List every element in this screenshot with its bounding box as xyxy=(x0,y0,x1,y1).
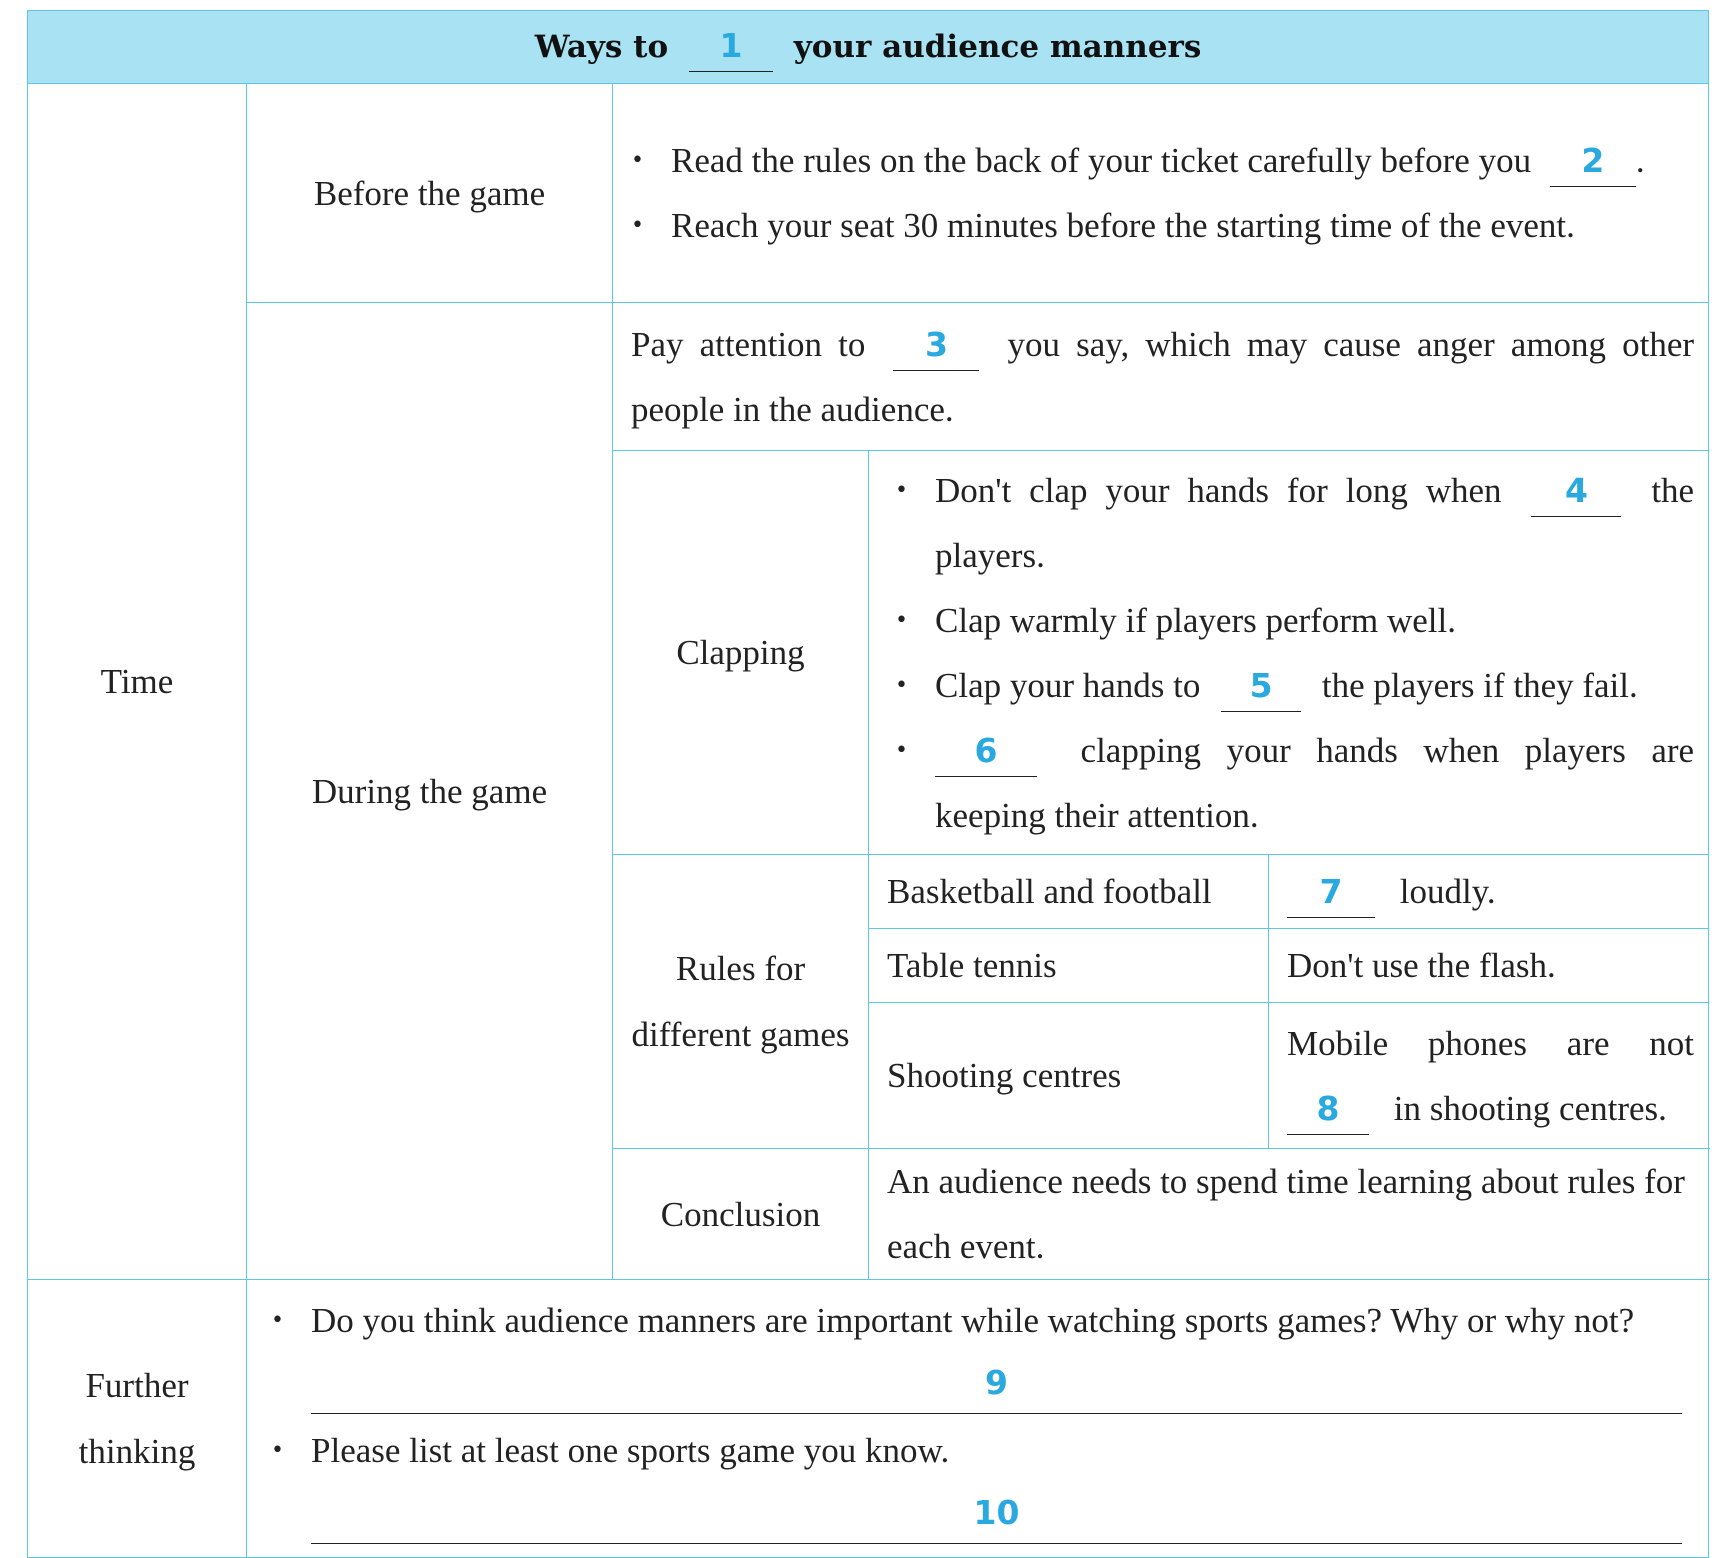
rules-row-3-after: in shooting centres. xyxy=(1393,1088,1667,1128)
attention-before: Pay attention to xyxy=(631,324,866,364)
rules-row-3-rule xyxy=(1269,1003,1709,1149)
clapping-bullet-1 xyxy=(895,458,1694,588)
bullet-icon: • xyxy=(631,213,644,238)
further-content xyxy=(247,1280,1709,1558)
attention-after: you say, which may cause anger among other people in the audience. xyxy=(631,324,1695,429)
conclusion-label: Conclusion xyxy=(660,1194,821,1234)
further-label-line2: thinking xyxy=(78,1431,196,1471)
rules-row-1-rule xyxy=(1269,855,1709,929)
title-before: Ways to xyxy=(534,28,669,65)
rules-row-1-after: loudly. xyxy=(1399,872,1496,911)
blank-3[interactable]: 3 xyxy=(893,320,979,371)
blank-8[interactable]: 8 xyxy=(1287,1084,1369,1135)
further-q1 xyxy=(271,1288,1686,1353)
rules-row-2-game xyxy=(869,929,1269,1003)
clapping-bullet-2 xyxy=(895,588,1694,653)
before-bullet-1-text: Read the rules on the back of your ticket carefully before you xyxy=(671,141,1532,180)
clapping-b3-before: Clap your hands to xyxy=(935,665,1201,705)
bullet-icon: • xyxy=(271,1308,284,1333)
during-game-label-cell xyxy=(247,303,613,1280)
blank-4[interactable]: 4 xyxy=(1531,466,1621,517)
before-game-label: Before the game xyxy=(313,173,546,213)
blank-9[interactable]: 9 xyxy=(311,1353,1682,1414)
before-game-label-cell xyxy=(247,84,613,303)
blank-5[interactable]: 5 xyxy=(1221,661,1301,712)
further-q2 xyxy=(271,1418,1686,1483)
rules-row-3-before: Mobile phones are not xyxy=(1287,1023,1695,1063)
rules-label-line1: Rules for xyxy=(675,948,806,988)
rules-game-basketball: Basketball and football xyxy=(887,872,1212,911)
further-label-line1: Further xyxy=(85,1365,189,1405)
title-after: your audience manners xyxy=(793,28,1202,65)
bullet-icon: • xyxy=(895,607,908,633)
blank-6[interactable]: 6 xyxy=(935,726,1037,777)
worksheet xyxy=(27,10,1708,1532)
rules-label-cell xyxy=(613,855,869,1149)
clapping-b1-after: the players. xyxy=(935,470,1695,575)
rules-game-table-tennis: Table tennis xyxy=(887,946,1057,985)
further-q1-text: Do you think audience manners are important while watching sports games? Why or why not? xyxy=(311,1301,1635,1340)
attention-cell xyxy=(613,303,1709,451)
clapping-b1-before: Don't clap your hands for long when xyxy=(935,470,1502,510)
bullet-icon: • xyxy=(631,148,644,173)
rules-label-line2: different games xyxy=(631,1014,850,1054)
conclusion-text: An audience needs to spend time learning about rules for each event. xyxy=(887,1162,1685,1266)
clapping-bullet-3 xyxy=(895,653,1694,718)
table-title xyxy=(28,11,1709,84)
before-bullet-2 xyxy=(631,193,1694,258)
before-bullet-2-text: Reach your seat 30 minutes before the starting time of the event. xyxy=(671,206,1575,245)
further-label-cell xyxy=(28,1280,247,1558)
bullet-icon: • xyxy=(271,1438,284,1463)
rules-row-3-game xyxy=(869,1003,1269,1149)
during-game-label: During the game xyxy=(311,771,548,811)
blank-7[interactable]: 7 xyxy=(1287,867,1375,918)
rules-row-2-text: Don't use the flash. xyxy=(1287,946,1556,985)
clapping-label-cell xyxy=(613,451,869,855)
audience-manners-table xyxy=(27,10,1709,1558)
rules-game-shooting: Shooting centres xyxy=(887,1056,1122,1095)
clapping-label: Clapping xyxy=(676,633,805,672)
rules-row-1-game xyxy=(869,855,1269,929)
further-q2-text: Please list at least one sports game you know. xyxy=(311,1431,950,1470)
clapping-bullet-4 xyxy=(895,718,1694,848)
clapping-b4-after: clapping your hands when players are keeping their attention. xyxy=(935,730,1695,835)
conclusion-label-cell xyxy=(613,1149,869,1280)
before-bullet-1 xyxy=(631,128,1694,193)
time-label: Time xyxy=(100,662,174,701)
clapping-b3-after: the players if they fail. xyxy=(1321,665,1638,705)
blank-10[interactable]: 10 xyxy=(311,1483,1682,1544)
bullet-icon: • xyxy=(895,737,908,763)
clapping-b2: Clap warmly if players perform well. xyxy=(935,600,1456,640)
blank-2[interactable]: 2 xyxy=(1550,136,1636,187)
time-label-cell xyxy=(28,84,247,1280)
bullet-icon: • xyxy=(895,672,908,698)
clapping-content xyxy=(869,451,1709,855)
rules-row-2-rule xyxy=(1269,929,1709,1003)
before-bullet-1-end: . xyxy=(1635,141,1645,180)
blank-1[interactable]: 1 xyxy=(689,21,773,72)
conclusion-text-cell xyxy=(869,1149,1709,1280)
before-game-content xyxy=(613,84,1709,303)
bullet-icon: • xyxy=(895,477,908,503)
